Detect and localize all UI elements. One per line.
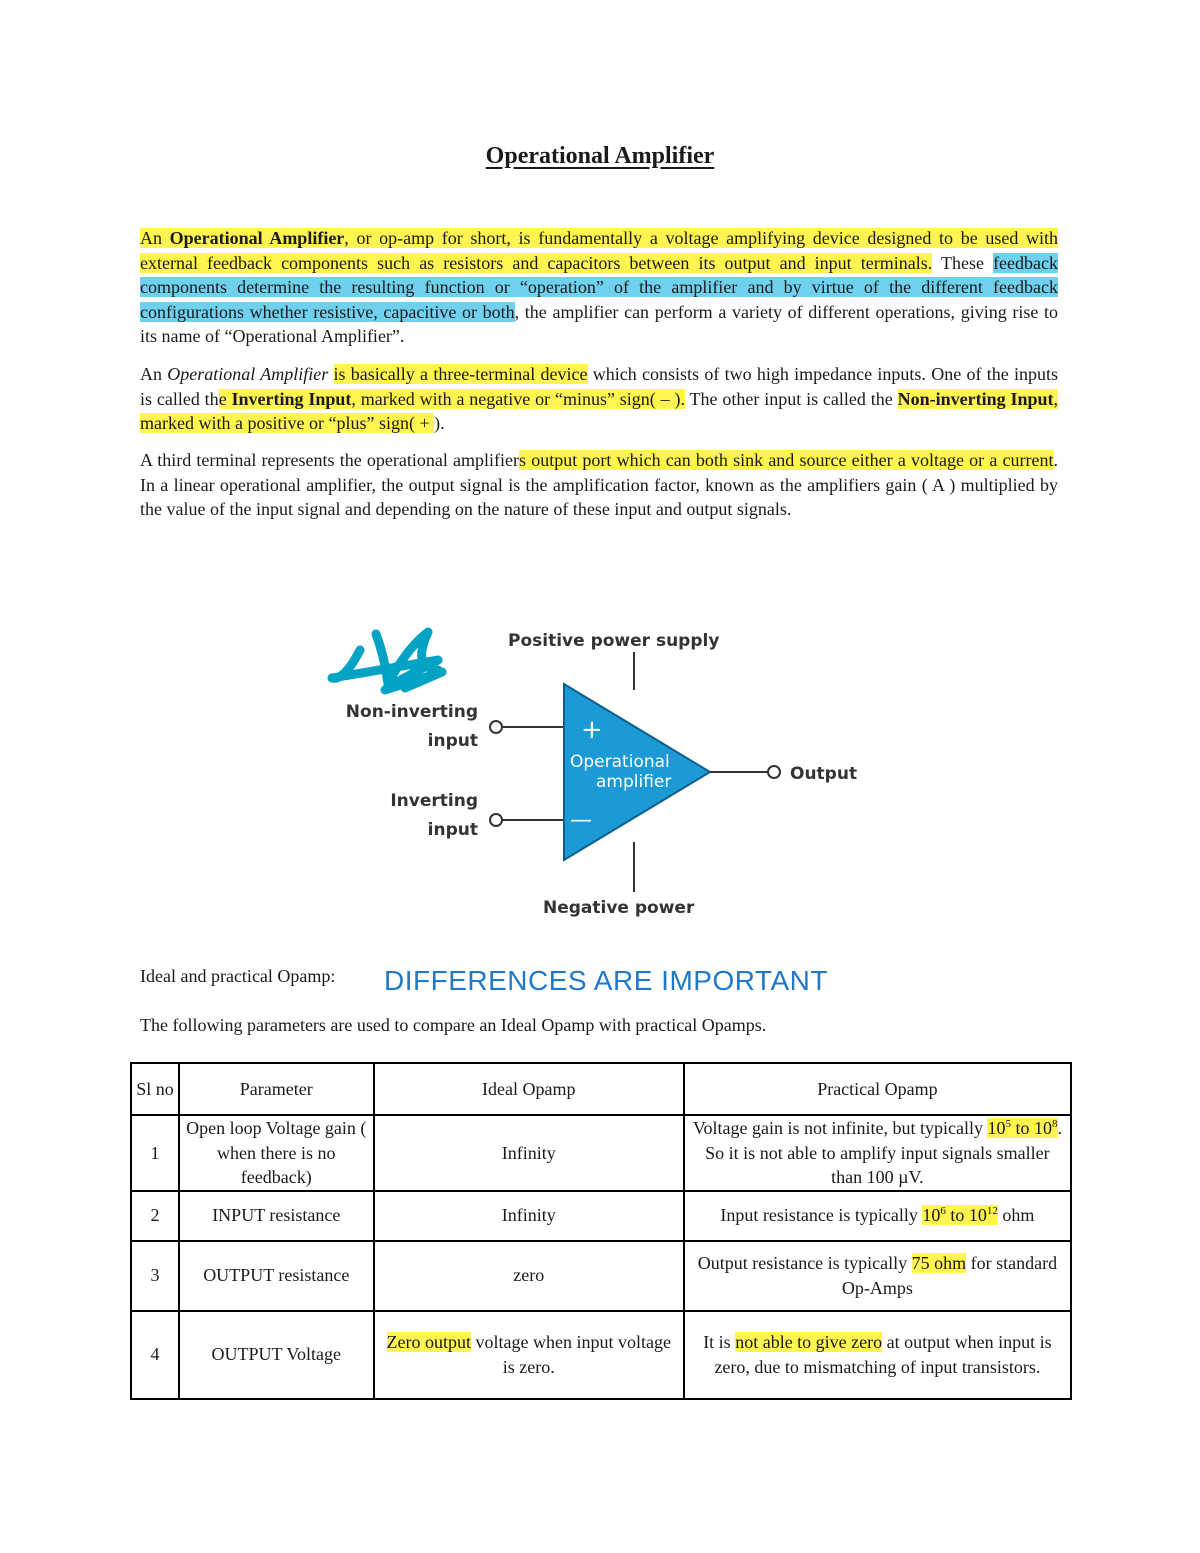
highlight-yellow: 75 ohm bbox=[911, 1253, 967, 1273]
header-ideal: Ideal Opamp bbox=[374, 1063, 684, 1115]
text-span: e bbox=[218, 388, 232, 409]
positive-supply-label: Positive power supply bbox=[508, 631, 720, 651]
text-span: , or op-amp for short, is fundamentally a voltage amplifying device designed to be used with external feedback components such as resistors and capacitors between its output and input terminals. bbox=[140, 228, 1058, 273]
cell-parameter: OUTPUT Voltage bbox=[179, 1311, 374, 1399]
text-span: for standard Op-Amps bbox=[841, 1253, 1058, 1298]
highlight-yellow: not able to give zero bbox=[735, 1332, 883, 1352]
header-parameter: Parameter bbox=[179, 1063, 374, 1115]
cell-practical bbox=[684, 1115, 1071, 1191]
text-span: A third terminal represents the operational amplifier bbox=[140, 450, 520, 470]
amp-label-line2: amplifier bbox=[596, 772, 672, 792]
plus-sign: + bbox=[581, 715, 603, 745]
table-row bbox=[131, 1191, 1071, 1241]
highlight-yellow: s output port which can both sink and source either a voltage or a current bbox=[519, 450, 1054, 470]
highlight-yellow: is basically a three-terminal device bbox=[333, 364, 588, 384]
text-span: , marked with a positive or “plus” sign( + bbox=[140, 388, 1058, 433]
text-span: 10 bbox=[922, 1205, 941, 1226]
table-intro: The following parameters are used to compare an Ideal Opamp with practical Opamps. bbox=[140, 1015, 767, 1035]
cell-parameter: OUTPUT resistance bbox=[179, 1241, 374, 1311]
text-span: Output resistance is typically bbox=[697, 1253, 912, 1273]
text-span: ohm bbox=[997, 1205, 1035, 1226]
cell-sl: 2 bbox=[131, 1191, 179, 1241]
text-span: voltage when input voltage is zero. bbox=[470, 1332, 671, 1377]
cell-practical bbox=[684, 1241, 1071, 1311]
header-practical: Practical Opamp bbox=[684, 1063, 1071, 1115]
section-heading: Ideal and practical Opamp: bbox=[140, 966, 336, 986]
cell-ideal bbox=[374, 1311, 684, 1399]
table-row bbox=[131, 1115, 1071, 1191]
output-label: Output bbox=[790, 764, 858, 784]
header-sl: Sl no bbox=[131, 1063, 179, 1115]
cell-practical bbox=[684, 1191, 1071, 1241]
text-span: Voltage gain is not infinite, but typically bbox=[692, 1118, 988, 1138]
cell-sl: 4 bbox=[131, 1311, 179, 1399]
table-row bbox=[131, 1241, 1071, 1311]
paragraph-intro bbox=[140, 226, 1058, 349]
comparison-table bbox=[130, 1062, 1072, 1400]
text-span: An bbox=[140, 228, 170, 248]
highlight-yellow bbox=[987, 1118, 1057, 1138]
output-terminal bbox=[768, 766, 780, 778]
text-span: The other input is called the bbox=[685, 388, 898, 409]
table-row bbox=[131, 1311, 1071, 1399]
cell-ideal: Infinity bbox=[374, 1191, 684, 1241]
cell-ideal: zero bbox=[374, 1241, 684, 1311]
page-title: Operational Amplifier bbox=[485, 143, 715, 169]
opamp-diagram-svg bbox=[320, 620, 880, 920]
text-span: An bbox=[140, 364, 168, 384]
highlight-yellow bbox=[219, 389, 685, 409]
cell-practical bbox=[684, 1311, 1071, 1399]
handwritten-annotation: DIFFERENCES ARE IMPORTANT bbox=[384, 965, 828, 996]
amp-label-line1: Operational bbox=[570, 752, 670, 772]
negative-power-label: Negative power bbox=[543, 898, 695, 918]
text-span: to 10 bbox=[945, 1205, 987, 1226]
paragraph-output bbox=[140, 448, 1058, 522]
text-span: , marked with a negative or “minus” sign( – ). bbox=[351, 388, 686, 409]
cell-parameter: Open loop Voltage gain ( when there is no feedback) bbox=[179, 1115, 374, 1191]
opamp-diagram bbox=[320, 620, 880, 920]
noninverting-label-line1: Non-inverting bbox=[345, 702, 478, 722]
text-span bbox=[140, 228, 1058, 273]
exponent: 12 bbox=[986, 1205, 998, 1218]
minus-sign: — bbox=[570, 808, 592, 833]
text-span: These bbox=[932, 252, 994, 273]
bold-term: Non-inverting Input bbox=[897, 388, 1054, 409]
text-span: It is bbox=[703, 1332, 736, 1352]
exponent: 6 bbox=[940, 1205, 946, 1218]
text-span: which consists of two high impedance inputs. One of the inputs is called th bbox=[140, 364, 1059, 409]
cell-sl: 1 bbox=[131, 1115, 179, 1191]
text-span bbox=[328, 364, 333, 384]
highlight-yellow: Zero output bbox=[386, 1332, 471, 1352]
text-span: Input resistance is typically bbox=[720, 1205, 923, 1226]
text-span: to 10 bbox=[1010, 1118, 1052, 1138]
italic-term: Operational Amplifier bbox=[167, 364, 329, 384]
exponent: 5 bbox=[1005, 1118, 1011, 1130]
text-span: . In a linear operational amplifier, the output signal is the amplification factor, known as the amplifiers gain ( A ) multiplied by the value of the input signal and depending on the nature of these input and output signals. bbox=[140, 450, 1059, 519]
inverting-terminal bbox=[490, 814, 502, 826]
noninverting-terminal bbox=[490, 721, 502, 733]
exponent: 8 bbox=[1052, 1118, 1058, 1130]
inverting-label-line1: Inverting bbox=[390, 791, 478, 811]
paragraph-terminals bbox=[140, 362, 1058, 436]
text-span: 10 bbox=[987, 1118, 1006, 1138]
cell-parameter: INPUT resistance bbox=[179, 1191, 374, 1241]
text-span: . So it is not able to amplify input signals smaller than 100 µV. bbox=[705, 1118, 1062, 1187]
text-span: , the amplifier can perform a variety of different operations, giving rise to its name of “Operational Amplifier”. bbox=[140, 301, 1058, 346]
bold-term: Inverting Input bbox=[231, 388, 352, 409]
table-header-row bbox=[131, 1063, 1071, 1115]
text-span: ). bbox=[434, 413, 445, 433]
inverting-label-line2: input bbox=[427, 820, 478, 840]
highlight-blue: feedback components determine the resulting function or “operation” of the amplifier and by virtue of the different feedback configurations whether resistive, capacitive or both bbox=[140, 252, 1059, 322]
cell-ideal: Infinity bbox=[374, 1115, 684, 1191]
cell-sl: 3 bbox=[131, 1241, 179, 1311]
bold-term: Operational Amplifier bbox=[169, 228, 345, 248]
scribble-mark bbox=[332, 632, 442, 690]
highlight-yellow bbox=[922, 1205, 998, 1225]
text-span: at output when input is zero, due to mismatching of input transistors. bbox=[714, 1332, 1052, 1377]
noninverting-label-line2: input bbox=[427, 731, 478, 751]
